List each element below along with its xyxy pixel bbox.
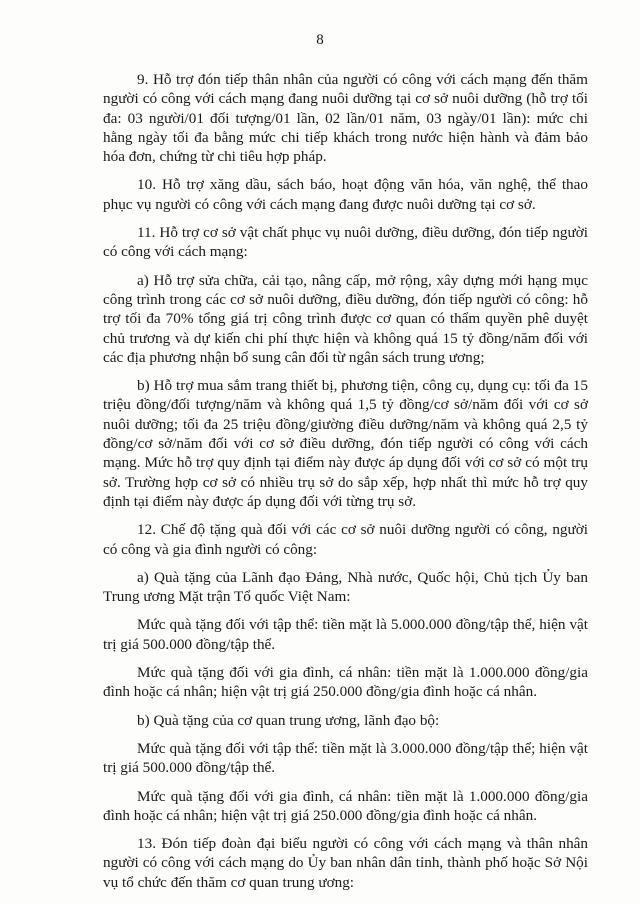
- paragraph-11a: a) Hỗ trợ sửa chữa, cải tạo, nâng cấp, mở rộng, xây dựng mới hạng mục công trình trong các cơ sở nuôi dưỡng, điều dưỡng, đón tiếp người có công: hỗ trợ tối đa 70% tổng giá trị công trình được cơ quan có thẩm quyền phê duyệt chủ trương và dự kiến chi phí thực hiện và không quá 15 tỷ đồng/năm đối với các địa phương nhận bổ sung cân đối từ ngân sách trung ương;: [103, 271, 588, 366]
- paragraph-9: 9. Hỗ trợ đón tiếp thân nhân của người có công với cách mạng đến thăm người có công với cách mạng đang nuôi dưỡng tại cơ sở nuôi dưỡng (hỗ trợ tối đa: 03 người/01 đối tượng/01 lần, 02 lần/01 năm, 03 ngày/01 lần): mức chi hằng ngày tối đa bằng mức chi tiếp khách trong nước hiện hành và đảm bảo hóa đơn, chứng từ chi tiêu hợp pháp.: [103, 71, 588, 166]
- paragraph-12b: b) Quà tặng của cơ quan trung ương, lãnh đạo bộ:: [137, 711, 440, 729]
- paragraph-13: 13. Đón tiếp đoàn đại biểu người có công với cách mạng và thân nhân người có công với cách mạng do Ủy ban nhân dân tỉnh, thành phố hoặc Sở Nội vụ tổ chức đến thăm cơ quan trung ương:: [103, 835, 588, 891]
- document-body: [103, 70, 588, 901]
- paragraph-11: 11. Hỗ trợ cơ sở vật chất phục vụ nuôi dưỡng, điều dưỡng, đón tiếp người có công với cách mạng:: [103, 224, 588, 261]
- paragraph-12b-family: Mức quà tặng đối với gia đình, cá nhân: tiền mặt là 1.000.000 đồng/gia đình hoặc cá nhân; hiện vật trị giá 250.000 đồng/gia đình hoặc cá nhân.: [103, 787, 588, 824]
- paragraph-12: 12. Chế độ tặng quà đối với các cơ sở nuôi dưỡng người có công, người có công và gia đình người có công:: [103, 521, 588, 558]
- paragraph-12b-collective: Mức quà tặng đối với tập thể: tiền mặt là 3.000.000 đồng/tập thể; hiện vật trị giá 500.000 đồng/tập thể.: [103, 739, 588, 777]
- page-number: 8: [316, 32, 324, 48]
- paragraph-11b: b) Hỗ trợ mua sắm trang thiết bị, phương tiện, công cụ, dụng cụ: tối đa 15 triệu đồng/đối tượng/năm và không quá 1,5 tỷ đồng/cơ sở/năm đối với cơ sở nuôi dưỡng; tối đa 25 triệu đồng/giường điều dưỡng/năm và không quá 2,5 tỷ đồng/cơ sở/năm đối với cơ sở điều dưỡng, đón tiếp người có công với cách mạng. Mức hỗ trợ quy định tại điểm này được áp dụng đối với cơ sở có một trụ sở. Trường hợp cơ sở có nhiều trụ sở do sắp xếp, hợp nhất thì mức hỗ trợ quy định tại điểm này được áp dụng đối với từng trụ sở.: [103, 377, 588, 510]
- paragraph-12a: a) Quà tặng của Lãnh đạo Đảng, Nhà nước, Quốc hội, Chủ tịch Ủy ban Trung ương Mặt trận Tổ quốc Việt Nam:: [103, 568, 588, 606]
- paragraph-12a-collective: Mức quà tặng đối với tập thể: tiền mặt là 5.000.000 đồng/tập thể, hiện vật trị giá 500.000 đồng/tập thể.: [103, 616, 588, 653]
- paragraph-10: 10. Hỗ trợ xăng dầu, sách báo, hoạt động văn hóa, văn nghệ, thể thao phục vụ người có công với cách mạng đang được nuôi dưỡng tại cơ sở.: [103, 176, 588, 213]
- paragraph-12a-family: Mức quà tặng đối với gia đình, cá nhân: tiền mặt là 1.000.000 đồng/gia đình hoặc cá nhân; hiện vật trị giá 250.000 đồng/gia đình hoặc cá nhân.: [103, 664, 588, 701]
